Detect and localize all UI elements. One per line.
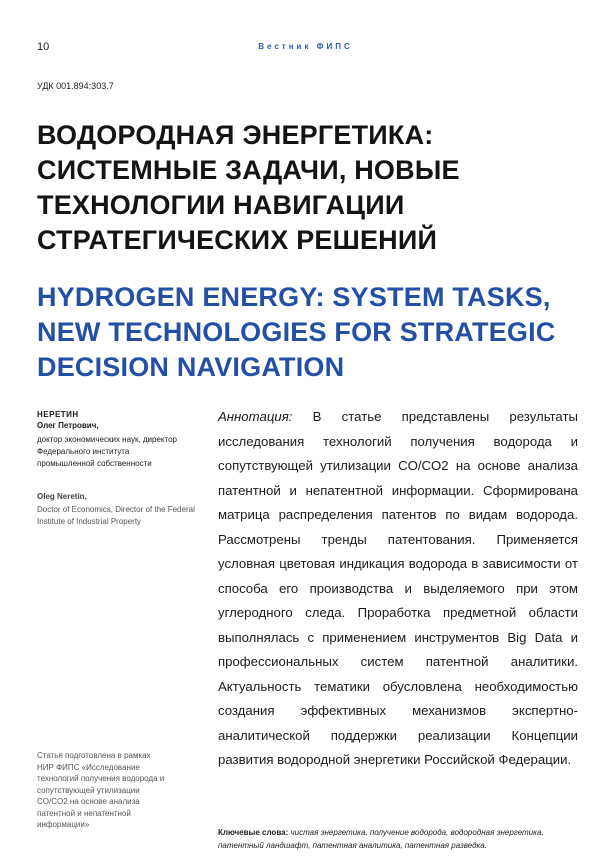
- abstract-text: В статье представлены результаты исследования технологий получения водорода и сопутствующей утилизации CO/CO2 на основе анализа патентной и непатентной информации. Сформирована матрица распределения патентов по видам водорода. Рассмотрены тренды патентования. Применяется условная цветовая индикация водорода в зависимости от способа его производства и выделяемого при этом углеродного следа. Проработка предметной области выполнялась с применением инструментов Big Data и профессиональных систем патентной аналитики. Актуальность тематики обусловлена необходимостью создания эффективных механизмов экспертно-аналитической поддержки реализации Концепции развития водородной энергетики Российской Федерации.: [218, 409, 578, 767]
- abstract-label: Аннотация:: [218, 409, 293, 424]
- page-number: 10: [37, 41, 50, 53]
- keywords-label: Ключевые слова:: [218, 828, 289, 837]
- side-note: Статья подготовлена в рамках НИР ФИПС «Исследование технологий получения водорода и сопутствующей утилизации CO/CO2 на основе анализа патентной и непатентной информации»: [37, 751, 165, 829]
- keywords: [218, 826, 578, 852]
- udk-code: УДК 001.894:303.7: [37, 81, 114, 91]
- author-first-name: Олег Петрович,: [37, 421, 99, 430]
- author-name-en: Oleg Neretin,: [37, 492, 87, 501]
- journal-title: Вестник ФИПС: [258, 42, 353, 51]
- article-title-ru: ВОДОРОДНАЯ ЭНЕРГЕТИКА: СИСТЕМНЫЕ ЗАДАЧИ, НОВЫЕ ТЕХНОЛОГИИ НАВИГАЦИИ СТРАТЕГИЧЕСКИХ РЕШЕНИЙ: [37, 120, 460, 255]
- abstract: [218, 405, 578, 773]
- article-title-en: HYDROGEN ENERGY: SYSTEM TASKS, NEW TECHNOLOGIES FOR STRATEGIC DECISION NAVIGATION: [37, 282, 556, 382]
- author-description-en: Doctor of Economics, Director of the Federal Institute of Industrial Property: [37, 505, 195, 526]
- author-surname: НЕРЕТИН: [37, 410, 79, 419]
- author-description: доктор экономических наук, директор Федерального института промышленной собственности: [37, 435, 177, 468]
- keywords-text: чистая энергетика, получение водорода, водородная энергетика, патентный ландшафт, патентная аналитика, патентная разведка.: [218, 828, 544, 850]
